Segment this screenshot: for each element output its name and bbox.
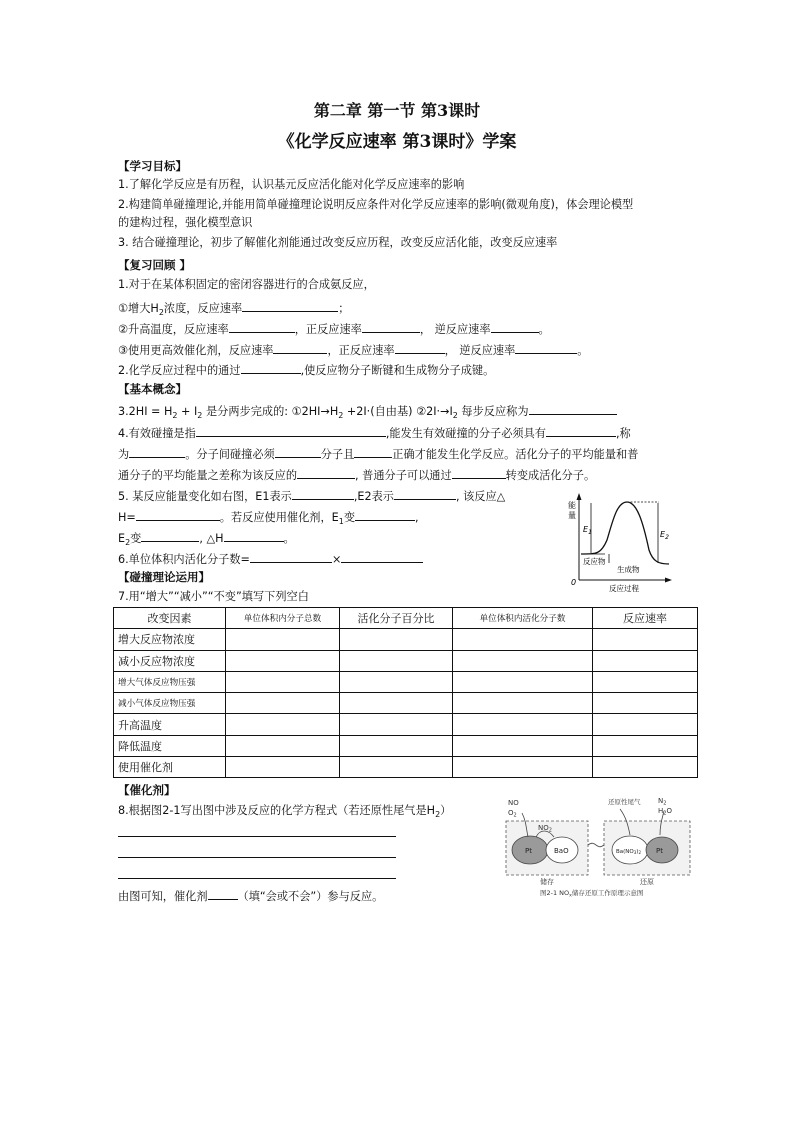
header-factor: 改变因素: [114, 608, 226, 629]
answer-cell[interactable]: [453, 671, 593, 692]
y-label-2: 量: [568, 511, 576, 520]
answer-cell[interactable]: [593, 735, 698, 756]
blank[interactable]: [355, 509, 415, 521]
answer-cell[interactable]: [340, 629, 453, 650]
blank[interactable]: [529, 403, 617, 415]
concept-q3: $3.2HI = H_2 + I_2$ 是分两步完成的: $①2HI\to H_2 +2I\cdot$(自由基) $②2I\cdot\to I_2$ 每步反应称为: [118, 403, 617, 419]
answer-cell[interactable]: [340, 693, 453, 714]
row-label: 增大反应物浓度: [114, 629, 226, 650]
pt-label: Pt: [525, 847, 532, 855]
o2-label: $O_2$: [508, 809, 517, 819]
concept-q5c: $E_2$变 , △H 。: [118, 532, 295, 548]
blank[interactable]: [229, 321, 295, 333]
answer-cell[interactable]: [340, 735, 453, 756]
answer-cell[interactable]: [593, 629, 698, 650]
concept-q4b: 为 。分子间碰撞必须 分子且 正确才能发生化学反应。活化分子的平均能量和普: [118, 448, 639, 461]
answer-line[interactable]: [118, 857, 396, 858]
answer-cell[interactable]: [453, 650, 593, 671]
blank[interactable]: [297, 467, 355, 479]
product-label: 生成物: [617, 565, 640, 574]
answer-cell[interactable]: [340, 714, 453, 735]
table-header-row: [114, 608, 698, 629]
goal-item: 的建构过程，强化模型意识: [118, 216, 253, 229]
answer-cell[interactable]: [593, 757, 698, 778]
blank[interactable]: [136, 509, 220, 521]
answer-cell[interactable]: [226, 757, 340, 778]
blank[interactable]: [491, 321, 539, 333]
blank[interactable]: [395, 342, 445, 354]
answer-cell[interactable]: [226, 671, 340, 692]
row-label: 增大气体反应物压强: [114, 671, 226, 692]
review-q1: 1.对于在某体积固定的密闭容器进行的合成氨反应，: [118, 278, 375, 291]
goal-item: 2.构建简单碰撞理论,并能用简单碰撞理论说明反应条件对化学反应速率的影响(微观角度)，体会理论模型: [118, 198, 634, 211]
answer-cell[interactable]: [453, 693, 593, 714]
table-row: [114, 671, 698, 692]
blank[interactable]: [250, 551, 332, 563]
header-activated-percent: 活化分子百分比: [340, 608, 453, 629]
table-row: [114, 735, 698, 756]
table-row: [114, 714, 698, 735]
header-activated-count: 单位体积内活化分子数: [453, 608, 593, 629]
concept-q5a: 5. 某反应能量变化如右图，E1表示 ,E2表示 , 该反应△: [118, 490, 506, 503]
catalyst-heading: 【催化剂】: [118, 783, 176, 797]
table-row: [114, 629, 698, 650]
blank[interactable]: [129, 446, 185, 458]
blank[interactable]: [452, 467, 506, 479]
concept-q4a: 4.有效碰撞是指 ,能发生有效碰撞的分子必须具有 ,称: [118, 427, 631, 440]
concept-q6: 6.单位体积内活化分子数= ×: [118, 551, 423, 567]
y-label-1: 能: [568, 501, 576, 510]
row-label: 减小反应物浓度: [114, 650, 226, 671]
catalyst-q8: 8.根据图2-1写出图中涉及反应的化学方程式（若还原性尾气是$H_2$）: [118, 804, 452, 820]
collision-heading: 【碰撞理论运用】: [118, 570, 210, 584]
pt-label-2: Pt: [656, 847, 663, 855]
blank[interactable]: [241, 362, 301, 374]
goal-item: 3. 结合碰撞理论，初步了解催化剂能通过改变反应历程，改变反应活化能，改变反应速率: [118, 236, 558, 249]
origin-label: 0: [571, 578, 577, 587]
header-rate: 反应速率: [593, 608, 698, 629]
e1-label: $E_1$: [583, 525, 592, 536]
collision-table: [113, 607, 698, 778]
blank[interactable]: [354, 446, 392, 458]
concepts-heading: 【基本概念】: [118, 382, 187, 396]
review-q1a: ①增大$H_2$浓度，反应速率 ；: [118, 302, 350, 318]
energy-curve: [581, 502, 669, 564]
table-row: [114, 650, 698, 671]
review-q1b: ②升高温度，反应速率 ，正反应速率 ， 逆反应速率 。: [118, 323, 550, 336]
blank[interactable]: [275, 446, 321, 458]
answer-cell[interactable]: [453, 735, 593, 756]
answer-line[interactable]: [118, 878, 396, 879]
answer-cell[interactable]: [226, 629, 340, 650]
answer-cell[interactable]: [453, 757, 593, 778]
answer-line[interactable]: [118, 836, 396, 837]
x-axis-arrow: [665, 578, 672, 583]
review-q2: 2.化学反应过程中的通过 ,使反应物分子断键和生成物分子成键。: [118, 364, 495, 377]
row-label: 升高温度: [114, 714, 226, 735]
y-axis-arrow: [577, 493, 582, 500]
concept-q4c: 通分子的平均能量之差称为该反应的 , 普通分子可以通过 转变成活化分子。: [118, 469, 596, 482]
reduction-label: 还原: [640, 878, 654, 886]
row-label: 降低温度: [114, 735, 226, 756]
concept-q5b: H= 。若反应使用催化剂，$E_1$变 ,: [118, 511, 419, 527]
blank[interactable]: [196, 425, 386, 437]
blank[interactable]: [341, 551, 423, 563]
answer-cell[interactable]: [453, 714, 593, 735]
answer-cell[interactable]: [593, 650, 698, 671]
h2o-label: $H_2O$: [658, 807, 672, 817]
lesson-title: 《化学反应速率 第3课时》学案: [277, 132, 517, 152]
blank[interactable]: [292, 488, 354, 500]
catalyst-q8b: 由图可知，催化剂 （填“会或不会”）参与反应。: [118, 890, 384, 903]
reducing-gas-label: 还原性尾气: [608, 798, 641, 806]
storage-label: 储存: [540, 878, 554, 886]
table-row: [114, 757, 698, 778]
blank[interactable]: [208, 888, 238, 900]
e2-label: $E_2$: [660, 530, 669, 541]
n2-label: $N_2$: [658, 797, 667, 807]
bano3-label: $Ba(NO_3)_2$: [616, 849, 641, 856]
x-axis-label: 反应过程: [609, 584, 639, 592]
answer-cell[interactable]: [593, 693, 698, 714]
bao-label: BaO: [554, 847, 569, 855]
answer-cell[interactable]: [340, 650, 453, 671]
blank[interactable]: [362, 321, 420, 333]
blank[interactable]: [394, 488, 456, 500]
blank[interactable]: [141, 530, 199, 542]
no2-label: $NO_2$: [538, 824, 552, 834]
answer-cell[interactable]: [340, 757, 453, 778]
figure-caption: 图2-1 $NO_x$储存还原工作原理示意图: [540, 889, 644, 899]
answer-cell[interactable]: [593, 714, 698, 735]
energy-profile-diagram: [565, 492, 673, 592]
answer-cell[interactable]: [226, 735, 340, 756]
row-label: 使用催化剂: [114, 757, 226, 778]
answer-cell[interactable]: [453, 629, 593, 650]
blank[interactable]: [273, 342, 327, 354]
header-total-molecules: 单位体积内分子总数: [226, 608, 340, 629]
reactant-label: 反应物: [583, 557, 606, 566]
blank[interactable]: [546, 425, 616, 437]
row-label: 减小气体反应物压强: [114, 693, 226, 714]
blank[interactable]: [242, 300, 338, 312]
cycle-arrow: [588, 843, 604, 846]
answer-cell[interactable]: [226, 693, 340, 714]
blank[interactable]: [224, 530, 284, 542]
nox-storage-reduction-figure: [500, 795, 696, 899]
blank[interactable]: [515, 342, 577, 354]
review-q1c: ③使用更高效催化剂，反应速率 ，正反应速率 ， 逆反应速率 。: [118, 344, 589, 357]
goal-item: 1.了解化学反应是有历程，认识基元反应活化能对化学反应速率的影响: [118, 178, 465, 191]
review-heading: 【复习回顾 】: [118, 258, 192, 272]
no-label: NO: [508, 799, 519, 807]
goals-heading: 【学习目标】: [118, 159, 187, 173]
chapter-title: 第二章 第一节 第3课时: [313, 101, 481, 120]
answer-cell[interactable]: [593, 671, 698, 692]
answer-cell[interactable]: [226, 650, 340, 671]
answer-cell[interactable]: [340, 671, 453, 692]
collision-q7: 7.用“增大”“减小”“不变”填写下列空白: [118, 590, 309, 603]
answer-cell[interactable]: [226, 714, 340, 735]
table-row: [114, 693, 698, 714]
